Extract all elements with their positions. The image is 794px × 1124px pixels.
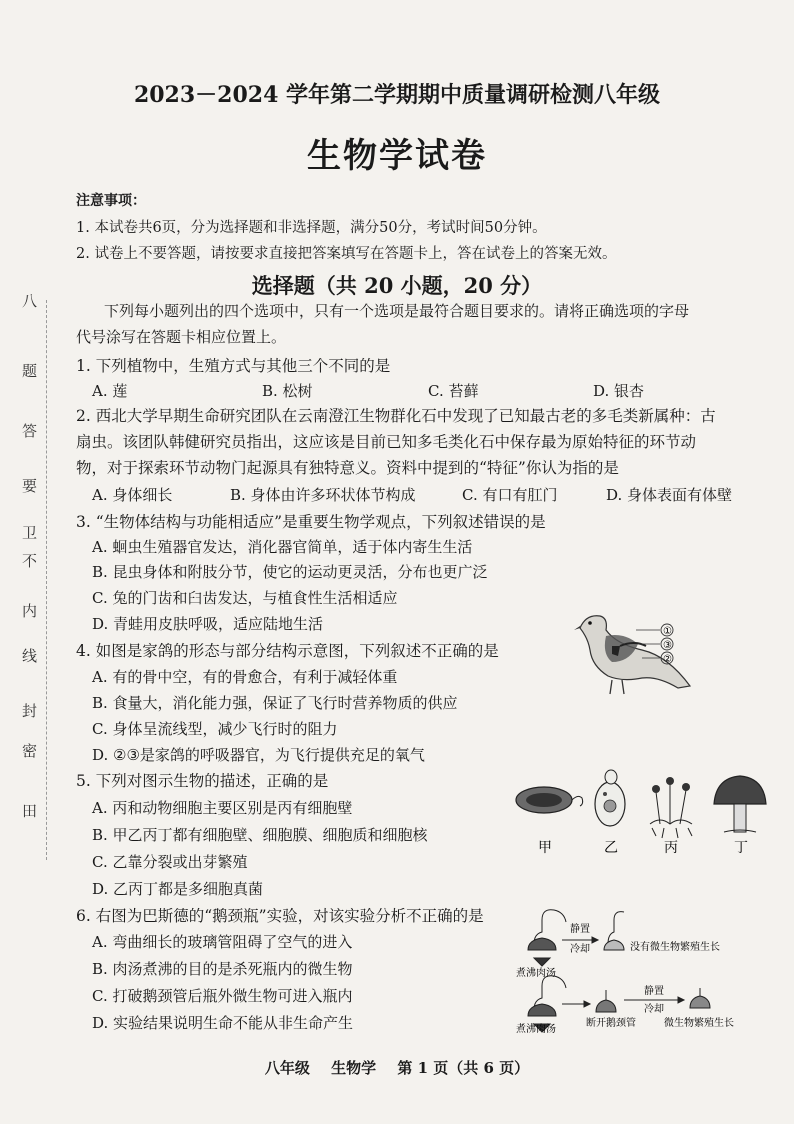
flask-label-static: 静置 [570,924,590,935]
question-4-option-d: D. ②③是家鸽的呼吸器官，为飞行提供充足的氧气 [92,746,425,764]
organism-label-yi: 乙 [604,840,618,856]
margin-char: 答 [22,422,38,440]
margin-mark: 田 [22,802,38,820]
question-4-option-c: C. 身体呈流线型，减少飞行时的阻力 [92,720,338,738]
question-2-option-a: A. 身体细长 [92,486,173,504]
margin-char: 线 [22,647,38,665]
flask-label-growth: 微生物繁殖生长 [664,1018,734,1029]
notice-item: 2. 试卷上不要答题，请按要求直接把答案填写在答题卡上，答在试卷上的答案无效。 [76,246,617,262]
question-1-option-c: C. 苔藓 [428,382,479,400]
question-2-option-d: D. 身体表面有体壁 [606,486,733,504]
margin-char: 密 [22,742,38,760]
swan-neck-flask-figure [514,900,770,1034]
question-2-stem: 物，对于探索环节动物门起源具有独特意义。资料中提到的“特征”你认为指的是 [76,459,619,477]
question-5-option-d: D. 乙丙丁都是多细胞真菌 [92,880,264,898]
margin-char: 内 [22,602,38,620]
margin-char: 不 [22,552,38,570]
question-3-option-d: D. 青蛙用皮肤呼吸，适应陆地生活 [92,615,324,633]
margin-char: 题 [22,362,38,380]
section-title: 选择题（共 20 小题，20 分） [251,273,543,298]
margin-char: 封 [22,702,38,720]
question-6-option-c: C. 打破鹅颈管后瓶外微生物可进入瓶内 [92,987,353,1005]
margin-mark: 卫 [22,524,38,542]
notice-heading: 注意事项： [76,193,146,209]
flask-label-boil: 煮沸肉汤 [516,1024,556,1034]
question-2-option-c: C. 有口有肛门 [462,486,558,504]
exam-subject-title: 生物学试卷 [307,136,487,176]
question-5-stem: 5. 下列对图示生物的描述，正确的是 [76,772,329,790]
question-1-stem: 1. 下列植物中，生殖方式与其他三个不同的是 [76,357,391,375]
flask-label-static: 静置 [644,986,664,997]
question-1-option-a: A. 莲 [92,382,128,400]
question-6-option-a: A. 弯曲细长的玻璃管阻碍了空气的进入 [92,933,353,951]
pigeon-figure [572,606,712,702]
question-3-option-a: A. 蛔虫生殖器官发达，消化器官简单，适于体内寄生生活 [92,538,473,556]
pigeon-label: ② [663,654,672,665]
question-4-stem: 4. 如图是家鸽的形态与部分结构示意图，下列叙述不正确的是 [76,642,499,660]
footer-grade: 八年级 [264,1059,310,1077]
section-intro: 下列每小题列出的四个选项中，只有一个选项是最符合题目要求的。请将正确选项的字母 [104,302,690,320]
flask-label-break: 断开鹅颈管 [586,1018,636,1029]
question-3-option-b: B. 昆虫身体和附肢分节，使它的运动更灵活，分布也更广泛 [92,563,488,581]
flask-label-no-growth: 没有微生物繁殖生长 [630,942,720,953]
flask-label-cool: 冷却 [644,1004,664,1015]
question-6-stem: 6. 右图为巴斯德的“鹅颈瓶”实验，对该实验分析不正确的是 [76,907,484,925]
notice-item: 1. 本试卷共6页，分为选择题和非选择题，满分50分，考试时间50分钟。 [76,220,547,236]
flask-label-boil: 煮沸肉汤 [516,968,556,979]
binding-margin [8,292,48,860]
binding-line [46,300,47,860]
question-2-stem: 扇虫。该团队韩健研究员指出，这应该是目前已知多毛类化石中保存最为原始特征的环节动 [76,433,697,451]
question-3-stem: 3. “生物体结构与功能相适应”是重要生物学观点，下列叙述错误的是 [76,513,546,531]
footer-subject: 生物学 [331,1059,377,1077]
question-2-stem: 2. 西北大学早期生命研究团队在云南澄江生物群化石中发现了已知最古老的多毛类新属种：古 [76,407,716,425]
question-6-option-d: D. 实验结果说明生命不能从非生命产生 [92,1014,354,1032]
section-intro: 代号涂写在答题卡相应位置上。 [76,328,287,346]
exam-title: 2023－2024 学年第二学期期中质量调研检测八年级 [133,82,661,108]
question-6-option-b: B. 肉汤煮沸的目的是杀死瓶内的微生物 [92,960,353,978]
flask-label-cool: 冷却 [570,944,590,955]
question-2-option-b: B. 身体由许多环状体节构成 [230,486,416,504]
footer-page-number: 第 1 页（共 6 页） [397,1059,530,1077]
question-5-option-b: B. 甲乙丙丁都有细胞壁、细胞膜、细胞质和细胞核 [92,826,428,844]
question-1-option-d: D. 银杏 [593,382,645,400]
question-3-option-c: C. 兔的门齿和臼齿发达，与植食性生活相适应 [92,589,398,607]
pigeon-label: ③ [663,640,672,651]
margin-char: 要 [22,477,38,495]
organisms-figure [510,766,770,858]
question-1-option-b: B. 松树 [262,382,313,400]
page-footer [0,1057,794,1078]
question-4-option-a: A. 有的骨中空，有的骨愈合，有利于减轻体重 [92,668,398,686]
question-5-option-c: C. 乙靠分裂或出芽繁殖 [92,853,248,871]
organism-label-bing: 丙 [664,840,678,856]
organism-label-jia: 甲 [538,840,552,856]
organism-label-ding: 丁 [734,840,748,856]
question-4-option-b: B. 食量大，消化能力强，保证了飞行时营养物质的供应 [92,694,458,712]
margin-mark: 八 [22,292,38,310]
question-5-option-a: A. 丙和动物细胞主要区别是丙有细胞壁 [92,799,353,817]
pigeon-label: ① [663,626,672,637]
